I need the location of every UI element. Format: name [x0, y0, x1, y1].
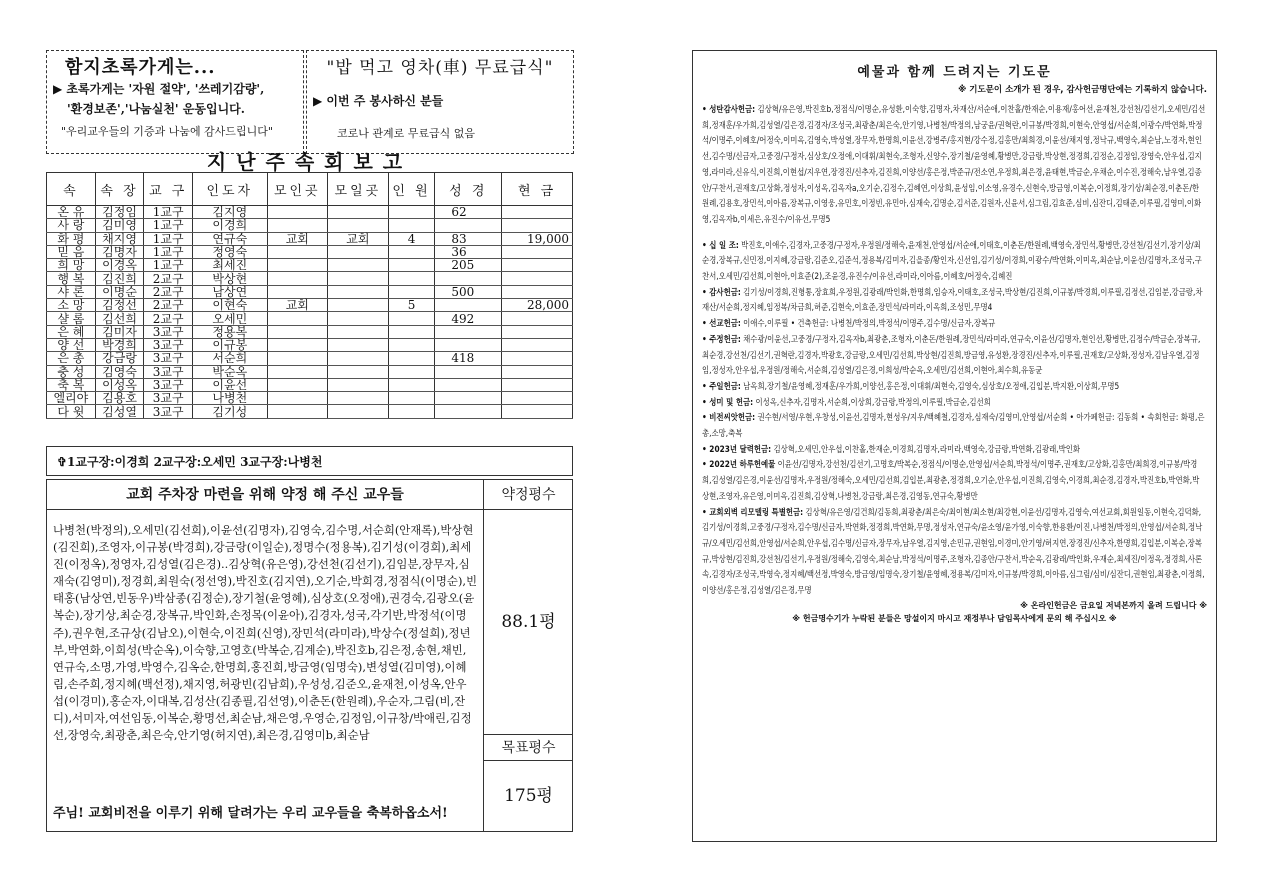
report-cell [267, 405, 328, 418]
report-cell: 희 망 [47, 259, 96, 272]
report-cell [267, 245, 328, 258]
report-cell: 김정선 [95, 299, 144, 312]
offering-names: 김기성/이경희,진형통,장효희,우정원,김광래/박인화,한명희,임승자,이태호,조성국,박상현/김진희,이규봉/박경희,이루필,김정선,김임분,강금랑,차재산/서순희,정지혜,임정복/차금희,허준,김현숙,이효준,장민석/라미라,이옥희,조성민,무명4 [702, 287, 1203, 314]
report-cell: 3교구 [144, 352, 193, 365]
report-cell: 3교구 [144, 365, 193, 378]
report-cell: 이성옥 [95, 378, 144, 391]
report-cell: 최세진 [193, 259, 267, 272]
report-cell: 정영숙 [193, 245, 267, 258]
offering-label: • 선교헌금: [702, 319, 741, 330]
report-cell: 3교구 [144, 338, 193, 351]
report-cell [328, 312, 389, 325]
parking-names [47, 510, 484, 832]
report-cell: 이경옥 [95, 259, 144, 272]
report-cell: 오세민 [193, 312, 267, 325]
report-cell: 5 [388, 299, 435, 312]
report-cell: 김미영 [95, 219, 144, 232]
offering-label: • 주일헌금: [702, 381, 741, 392]
report-cell [388, 285, 435, 298]
report-cell: 이경희 [193, 219, 267, 232]
report-cell: 소 망 [47, 299, 96, 312]
report-row [47, 299, 573, 312]
report-cell: 김영숙 [95, 365, 144, 378]
report-cell: 500 [435, 285, 502, 298]
report-cell [328, 219, 389, 232]
report-row [47, 206, 573, 219]
report-cell [388, 392, 435, 405]
offering-section [702, 317, 1207, 333]
report-cell: 2교구 [144, 312, 193, 325]
report-cell [328, 392, 389, 405]
offering-label: • 성탄감사헌금: [702, 105, 756, 115]
report-cell [502, 365, 573, 378]
report-cell: 김정임 [95, 206, 144, 219]
offering-footer-2: ※ 헌금명수기가 누락된 분들은 망설이지 마시고 재정부나 담임목사에게 문의 해 주십시오 ※ [792, 613, 1117, 623]
report-cell [435, 219, 502, 232]
report-cell: 샬 롬 [47, 312, 96, 325]
report-header-cell: 모인곳 [267, 173, 328, 206]
report-cell: 1교구 [144, 245, 193, 258]
report-cell [328, 352, 389, 365]
district-leaders: ✞1교구장:이경희 2교구장:오세민 3교구장:나병천 [46, 446, 573, 476]
report-cell [502, 325, 573, 338]
report-cell [328, 338, 389, 351]
offering-label: • 주정헌금: [702, 334, 741, 345]
report-row [47, 365, 573, 378]
report-cell: 2교구 [144, 272, 193, 285]
report-cell: 이현숙 [193, 299, 267, 312]
green-shop-box [46, 50, 304, 154]
pledge-value: 88.1평 [484, 510, 573, 735]
report-cell [388, 338, 435, 351]
report-cell [502, 245, 573, 258]
report-cell [435, 365, 502, 378]
report-cell: 연규숙 [193, 232, 267, 245]
report-cell: 강금랑 [95, 352, 144, 365]
report-cell [267, 365, 328, 378]
report-cell [267, 392, 328, 405]
report-cell: 축 복 [47, 378, 96, 391]
report-cell: 김미자 [95, 325, 144, 338]
offering-names: 이성옥,신추자,김명자,서순희,이상희,강금랑,박정의,이루필,박금순,김선희 [755, 397, 991, 408]
report-cell: 정용복 [193, 325, 267, 338]
report-cell [502, 219, 573, 232]
report-cell: 3교구 [144, 325, 193, 338]
offering-names: 박진호,이애수,김경자,고중경/구정자,우정원/정해숙,윤재천,안영섭/서순애,이태호,이춘돈/한원례,백영숙,장민석,황병만,강선천/김선기,장기상/최순경,장복규,신민정,이지혜,강금랑,김준오,김준석,정용복/김미자,김을종/황인자,신선임,김기성/이경희,이광수/박연화,이미옥,최순남,이윤선/김명자,조성국,구찬서,오세민/김선희,이현아,이효준(2),조윤경,유진수/이유선,라미라,이아름,이혜호/어정숙,김혜진 [702, 240, 1202, 283]
report-cell: 박상현 [193, 272, 267, 285]
report-cell [328, 378, 389, 391]
report-row [47, 259, 573, 272]
report-header-cell: 현 금 [502, 173, 573, 206]
report-cell [328, 365, 389, 378]
report-cell: 김용호 [95, 392, 144, 405]
report-cell [435, 338, 502, 351]
report-row [47, 232, 573, 245]
report-cell [328, 206, 389, 219]
cell-report-table [46, 172, 573, 419]
report-cell: 3교구 [144, 378, 193, 391]
offering-label: • 감사헌금: [702, 287, 741, 298]
report-cell: 3교구 [144, 392, 193, 405]
offering-title: 예물과 함께 드려지는 기도문 [857, 65, 1052, 80]
offering-names: 김상혁/유은영,박진호b,정점식/이명순,유성환,이숙향,김명자,차재산/서순애,이찬홀/한재순,이용재/홍어선,윤재천,강선천/김선기,오세민/김선희,정재훈/우가희,김성열/김은경,김경자/조성국,최광춘/최은숙,안기영,나병천/박정의,남궁윤/권혁란,이규봉/박경희,이현숙,안영섭/서순희,이광수/박연화,박정석/이명주,이혜호/어정숙,이미옥,김영숙,박성열,장무자,한명희,이윤선,강병주/홍지현/강수정,김홍만/최희경,이윤선/채지영,정낙규,백영숙,최순남,노경자,현인선,김수명/신금자,고중경/구정자,심상호/오정애,이대휘/최현숙,조형자,신양수,장기철/윤영혜,황병만,강금랑,박상현,정경희,김정순,김정임,장영숙,안우섭,김지영,라미라,신유식,이진희,이현섭/지우연,장경진/신추자,김진희,이양선/홍은정,박준규/전소연,우정희,최은경,윤태현,박금순,우채순,이수진,정해숙,남우열,김종안/구찬서,권재호/고상화,정성자,이성옥,김옥자a,오기순,김정수,김혜연,이상희,윤성임,이소영,유경수,신현숙,방금영,이복순,이정희,장기상/최순경,이춘돈/한원례,김용호,장민석,이아름,장복규,이영웅,유민호,이정빈,유민아,심재숙,김명순,김서준,김원자,신윤서,심그림,김효준,심비,심잔디,김태준,이루필,김영미,이화영,김옥자b,이세은,유진수/이유선,무명5 [702, 105, 1206, 225]
report-cell: 샤 론 [47, 285, 96, 298]
report-cell: 이명순 [95, 285, 144, 298]
report-cell [388, 206, 435, 219]
report-cell [267, 352, 328, 365]
report-cell: 교회 [328, 232, 389, 245]
offering-section [702, 380, 1207, 396]
report-cell: 사 랑 [47, 219, 96, 232]
cell-report-title: 지난주속회보고 [206, 150, 413, 174]
offering-label: • 비전씨앗헌금: [702, 413, 756, 424]
report-cell: 이윤선 [193, 378, 267, 391]
report-header-cell: 속 [47, 173, 96, 206]
report-cell [267, 219, 328, 232]
report-cell: 1교구 [144, 259, 193, 272]
report-cell: 19,000 [502, 232, 573, 245]
report-cell [388, 259, 435, 272]
report-cell: 김명자 [95, 245, 144, 258]
report-cell: 김성열 [95, 405, 144, 418]
offering-sections [702, 103, 1207, 600]
report-cell [435, 378, 502, 391]
report-row [47, 272, 573, 285]
report-row [47, 245, 573, 258]
green-shop-line-1: ▶ 초록가게는 '자원 절약', '쓰레기감량', [53, 82, 265, 96]
report-cell [328, 299, 389, 312]
report-cell: 2교구 [144, 285, 193, 298]
report-cell [328, 285, 389, 298]
offering-label: • 십 일 조: [702, 240, 739, 251]
green-shop-thanks: "우리교우들의 기증과 나눔에 감사드립니다" [61, 125, 273, 138]
report-cell: 418 [435, 352, 502, 365]
offering-section [702, 333, 1207, 380]
report-cell [435, 405, 502, 418]
report-cell: 믿 음 [47, 245, 96, 258]
report-cell [267, 312, 328, 325]
report-row [47, 312, 573, 325]
offering-section [702, 396, 1207, 412]
report-cell [502, 272, 573, 285]
report-cell [328, 325, 389, 338]
report-row [47, 219, 573, 232]
offering-names: 김상혁,오세민,안우섭,이찬홀,한재순,이경희,김명자,라미라,백영숙,강금랑,박연화,김광래,박인화 [773, 444, 1081, 455]
report-row [47, 325, 573, 338]
offering-section [702, 286, 1207, 317]
report-cell [388, 405, 435, 418]
report-cell [388, 272, 435, 285]
report-cell: 62 [435, 206, 502, 219]
report-cell: 83 [435, 232, 502, 245]
report-header-cell: 모일곳 [328, 173, 389, 206]
report-header-cell: 인도자 [193, 173, 267, 206]
report-cell [502, 206, 573, 219]
report-cell [267, 378, 328, 391]
report-cell [502, 378, 573, 391]
offering-label: • 2022년 하루헌예물 [702, 460, 776, 471]
report-cell: 김진희 [95, 272, 144, 285]
report-cell [388, 378, 435, 391]
offering-note: ※ 기도문이 소개가 된 경우, 감사헌금명단에는 기록하지 않습니다. [958, 85, 1207, 95]
report-cell: 36 [435, 245, 502, 258]
free-meal-title: "밥 먹고 영차(車) 무료급식" [326, 58, 554, 78]
report-cell [388, 312, 435, 325]
report-cell: 4 [388, 232, 435, 245]
offering-footer: ※ 온라인헌금은 금요일 저녁본까지 올려 드립니다 ※ [1020, 600, 1207, 610]
offering-label: • 성미 및 헌금: [702, 397, 754, 408]
report-header-cell: 교 구 [144, 173, 193, 206]
report-cell: 온 유 [47, 206, 96, 219]
report-cell: 3교구 [144, 405, 193, 418]
report-header-cell: 성 경 [435, 173, 502, 206]
report-cell [267, 259, 328, 272]
report-cell [435, 272, 502, 285]
report-row [47, 285, 573, 298]
report-cell [435, 299, 502, 312]
report-cell: 박경희 [95, 338, 144, 351]
offering-names: 권수현/서영/우현,우창성,이윤선,김명자,현성우/지우/백혜철,김경자,심재숙/김영미,안영섭/서순희 • 아가페헌금: 김동희 • 속회헌금: 화평,은총,소망,축복 [702, 413, 1205, 440]
free-meal-volunteer-label: ▶ 이번 주 봉사하신 분들 [313, 94, 444, 108]
report-cell: 1교구 [144, 206, 193, 219]
report-header-cell: 인 원 [388, 173, 435, 206]
report-cell [267, 338, 328, 351]
report-cell [328, 259, 389, 272]
offering-names: 남옥희,장기철/윤영혜,정재훈/우가희,이양선,홍은정,이대휘/최현숙,김영숙,심상호/오정애,김입분,박지환,이상희,무명5 [743, 381, 1120, 392]
goal-value: 175평 [504, 786, 553, 806]
report-cell [328, 272, 389, 285]
offering-names: 이윤선/김명자,강선천/김선기,고명호/박복순,정점식/이명순,안영섭/서순희,박정석/이명주,권재호/고상화,김홍만/최희경,이규봉/박경희,김성열/김은경,이윤선/김명자,우정원/정해숙,오세민/김선희,김입분,최광춘,정경희,오기순,안우섭,이진희,김영숙,이경희,최순경,김경자,박진호b,박연화,박상현,조영자,유은영,이미옥,김진희,김상혁,나병천,강금랑,최은경,김영동,연규숙,황병만 [702, 460, 1200, 502]
report-cell: 김지영 [193, 206, 267, 219]
report-cell: 492 [435, 312, 502, 325]
report-cell [502, 312, 573, 325]
report-cell [502, 285, 573, 298]
parking-names-text: 나병천(박정의),오세민(김선희),이윤선(김명자),김영숙,김수명,서순희(안재록),박상현(김진희),조영자,이규봉(박경희),강금랑(이일순),정명수(정용복),김기성(이경희),최세진(이정옥),정영자,김성열(김은경)..김상혁(유은영),강선천(김선기),김임분,장무자,심재숙(김영미),정경희,최원숙(정선영),박진호(김지연),오기순,박희경,정점식(이명순),빈태홍(남상연,빈동우)박삼종(김정순),장기철(윤영혜),심상호(오정애),권경숙,김광오(윤복순),장기상,최순경,장복규,박인화,손정목(이윤아),김경자,성국,각기반,박정석(이명주),권우현,조규상(김남오),이현숙,이진희(신영),장민석(라미라),박상수(정설희),정년부,박연화,이희성(박순옥),이숙향,고영호(박복순,김계순),박진호b,김은정,송현,채빈,연규숙,소명,가영,박영수,김옥순,한명희,홍진희,방금영(임명숙),변성열(김미영),이혜림,손주희,정지혜(백선정),채지영,허광빈(김남희),우성성,김준오,윤재천,이성옥,안우섭(이경미),홍순자,이대복,김성산(김종필,김선영),이춘돈(한원례),우순자,그림(비,잔디),서미자,여선임동,이복순,황명선,최순남,채은영,우영순,김정임,이규창/박애린,김정선,장영숙,최광춘,최은숙,안기영(허지연),최은경,김영미b,최순남 [53, 523, 478, 743]
report-cell: 다 윗 [47, 405, 96, 418]
report-cell: 교회 [267, 232, 328, 245]
goal-label: 목표평수 [484, 735, 573, 761]
report-cell: 화 평 [47, 232, 96, 245]
report-row [47, 405, 573, 418]
offering-names: 채수광/이윤선,고중경/구정자,김옥자b,최광춘,조형자,이춘돈/한원례,장민석/라미라,연규숙,이윤선/김명자,현인선,황병만,김정수/박금순,장복규,최순경,강선천/김선기,권혁란,김경자,박광호,강금랑,오세민/김선희,박상현/김진희,방금영,유성환,장경진/신추자,이루필,권재호/고상화,정성자,김남우열,김정임,정성자,안우섭,우정원/정해숙,서순희,김성열/김은경,이희성/박순옥,오세민/김선희,이현아,최수희,유동균 [702, 334, 1201, 377]
report-header-cell: 속 장 [95, 173, 144, 206]
parking-header: 교회 주차장 마련을 위해 약정 해 주신 교우들 [47, 480, 484, 510]
report-cell: 김선희 [95, 312, 144, 325]
report-cell: 행 복 [47, 272, 96, 285]
free-meal-box [306, 50, 574, 154]
report-cell: 박순옥 [193, 365, 267, 378]
offering-section [702, 458, 1207, 505]
offering-section [702, 411, 1207, 442]
parking-blessing: 주님! 교회비전을 이루기 위해 달려가는 우리 교우들을 축복하옵소서! [53, 806, 448, 821]
green-shop-title: 함지초록가게는... [65, 57, 216, 78]
offering-names: 이애수,이루필 • 건축헌금: 나병천/박정의,박정석/이명주,김수명/신금자,장복규 [743, 319, 996, 330]
report-cell [388, 352, 435, 365]
report-row [47, 352, 573, 365]
report-cell [502, 405, 573, 418]
green-shop-line-2: '환경보존','나눔실천' 운동입니다. [67, 102, 245, 116]
report-cell [388, 325, 435, 338]
report-cell: 엘리야 [47, 392, 96, 405]
report-cell [328, 245, 389, 258]
report-cell: 나병천 [193, 392, 267, 405]
report-cell [267, 325, 328, 338]
report-cell [388, 365, 435, 378]
report-cell [328, 405, 389, 418]
report-cell: 1교구 [144, 219, 193, 232]
report-cell [388, 219, 435, 232]
offering-label: • 2023년 달력헌금: [702, 444, 772, 455]
report-cell: 28,000 [502, 299, 573, 312]
report-cell [502, 338, 573, 351]
report-cell [388, 245, 435, 258]
report-cell: 이규봉 [193, 338, 267, 351]
report-cell [502, 352, 573, 365]
report-cell: 은 혜 [47, 325, 96, 338]
report-cell: 서순희 [193, 352, 267, 365]
report-cell: 2교구 [144, 299, 193, 312]
report-cell: 205 [435, 259, 502, 272]
offering-label: • 교회외벽 리모델링 특별헌금: [702, 507, 804, 518]
offering-section [702, 506, 1207, 600]
report-row [47, 338, 573, 351]
report-cell [267, 285, 328, 298]
offering-section [702, 103, 1207, 229]
offering-names: 김상혁/유은영/김건희/김동희,최광춘/최은숙/최이현/최소현/최강현,이윤선/김명자,김영숙,여선교회,회원일동,이현숙,김덕화,김기성/이경희,고중경/구정자,김수명/신금자,박연화,정경희,박연화,무명,정성자,연규숙/윤소영/윤가영,이숙향,한용환/이진,나병천/박정의,안영섭/서순희,정낙규/오세민/김선희,안영섭/서순희,안우섭,김수명/신금자,장무자,남우열,김지영,손민규,권현임,이경미,안기영/허지연,장경진/신추자,한명희,김입분,이복순,장복규,박상현/김진희,강선천/김선기,우정원/정해숙,김영숙,최순남,박정석/이명주,조형자,김종안/구찬서,박순옥,김광래/박인화,우재순,최세진/이정옥,정경희,사론속,김경자/조성국,박영숙,정지혜/백선정,박영숙,방금영/임명숙,장기철/윤영혜,정용복/김미자,이규봉/박경희,이아름,심그림/심비/심잔디,권현임,최광춘,이정희,이양선/홍은정,김성열/김은경,무명 [702, 507, 1205, 597]
report-cell [267, 272, 328, 285]
report-cell: 교회 [267, 299, 328, 312]
free-meal-message: 코로나 관계로 무료급식 없음 [337, 127, 476, 140]
report-cell: 양 선 [47, 338, 96, 351]
offering-section [702, 443, 1207, 459]
report-cell [267, 206, 328, 219]
pledge-label: 약정평수 [484, 480, 573, 510]
report-cell: 1교구 [144, 232, 193, 245]
report-row [47, 378, 573, 391]
report-row [47, 392, 573, 405]
report-cell: 채지영 [95, 232, 144, 245]
report-cell [435, 392, 502, 405]
report-cell: 충 성 [47, 365, 96, 378]
offering-section [702, 239, 1207, 286]
parking-pledge-box [46, 479, 573, 832]
report-cell: 은 총 [47, 352, 96, 365]
report-cell [435, 325, 502, 338]
report-cell [502, 392, 573, 405]
report-cell: 남상연 [193, 285, 267, 298]
offering-prayer-box [692, 50, 1217, 842]
report-cell: 김기성 [193, 405, 267, 418]
report-cell [502, 259, 573, 272]
